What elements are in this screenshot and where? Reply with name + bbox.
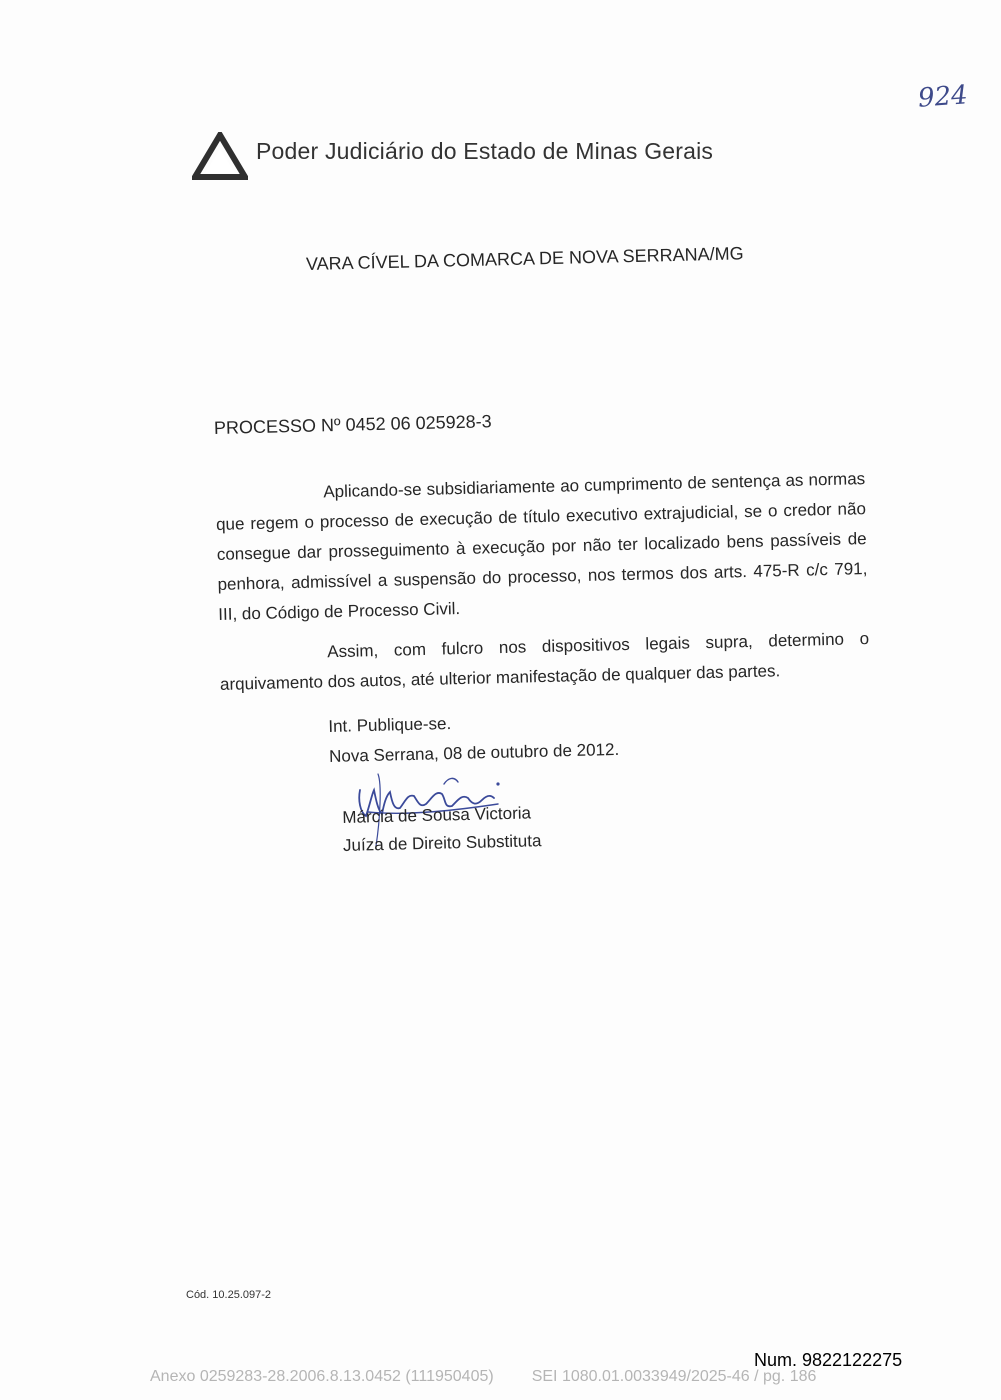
handwritten-page-number: 924 (917, 80, 969, 114)
footer (150, 1368, 816, 1386)
triangle-logo-icon (192, 132, 248, 180)
letterhead (192, 132, 812, 182)
publish-line: Int. Publique-se. (328, 713, 452, 736)
paragraph-archiving: Assim, com fulcro nos dispositivos legais supra, determino o arquivamento dos autos, até ulterior manifestação de qualquer das partes. (219, 629, 870, 694)
signer-title: Juíza de Direito Substituta (342, 831, 542, 855)
place-date-line: Nova Serrana, 08 de outubro de 2012. (328, 739, 620, 766)
paragraph-suspension: Aplicando-se subsidiariamente ao cumprimento de sentença as normas que regem o processo de execução de título executivo extrajudicial, se o credor não consegue dar prosseguimento à execução por não ter localizado bens passíveis de penhora, admissível a suspensão do processo, nos termos dos arts. 475-R c/c 791, III, do Código de Processo Civil. (215, 469, 868, 624)
decision-body (215, 464, 870, 700)
signer-block (342, 799, 542, 860)
court-heading: VARA CÍVEL DA COMARCA DE NOVA SERRANA/MG (305, 243, 744, 274)
document-number: Num. 9822122275 (754, 1350, 903, 1370)
footer-sei-reference: SEI 1080.01.0033949/2025-46 / pg. 186 (531, 1368, 817, 1385)
signer-name: Márcia de Sousa Victoria (342, 803, 532, 827)
footer-annex: Anexo 0259283-28.2006.8.13.0452 (111950405) (150, 1368, 494, 1385)
process-number: PROCESSO Nº 0452 06 025928-3 (213, 411, 492, 438)
form-code: Cód. 10.25.097-2 (186, 1289, 272, 1301)
institution-name: Poder Judiciário do Estado de Minas Gerais (256, 138, 714, 164)
